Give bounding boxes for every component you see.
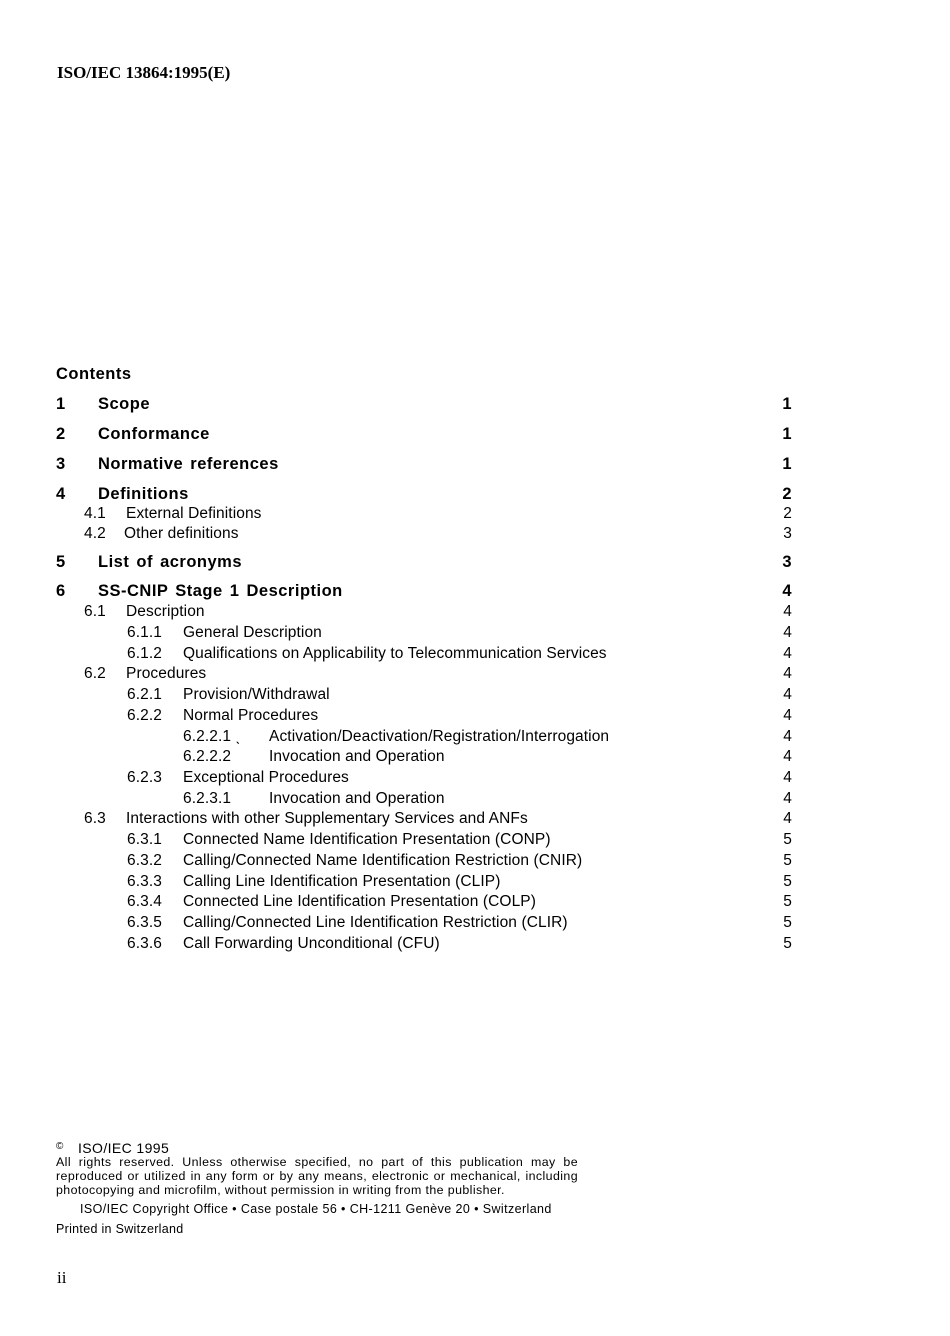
toc-entry-title: Activation/Deactivation/Registration/Interrogation [269, 728, 610, 745]
toc-entry-1 [0, 394, 950, 414]
toc-entry-title: Other definitions [124, 525, 239, 542]
document-id-header: ISO/IEC 13864:1995(E) [57, 63, 231, 82]
contents-heading: Contents [56, 365, 132, 383]
toc-entry-title: Description [126, 603, 205, 620]
toc-entry-page: 4 [783, 686, 792, 703]
toc-entry-6-3 [0, 809, 950, 829]
toc-entry-6-3-6 [0, 934, 950, 954]
copyright-symbol: © [56, 1141, 64, 1152]
toc-entry-4 [0, 484, 950, 504]
toc-entry-number: 6.2.2.2 [183, 748, 232, 765]
toc-entry-title: Invocation and Operation [269, 790, 445, 807]
toc-entry-page: 2 [782, 485, 792, 503]
toc-entry-number: 6.2.2.1 ˎ [183, 728, 241, 745]
toc-entry-4-2 [0, 524, 950, 544]
toc-entry-number: 4.1 [84, 505, 106, 522]
toc-entry-6-2-3-1 [0, 789, 950, 809]
toc-entry-page: 4 [782, 582, 792, 600]
toc-entry-6-1 [0, 602, 950, 622]
toc-entry-page: 4 [783, 790, 792, 807]
toc-entry-number: 6.3.2 [127, 852, 162, 869]
toc-entry-number: 6.2.1 [127, 686, 162, 703]
toc-entry-page: 5 [783, 935, 792, 952]
toc-entry-number: 3 [56, 455, 66, 473]
toc-entry-number: 6.3.3 [127, 873, 162, 890]
toc-entry-number: 6.2.2 [127, 707, 162, 724]
toc-entry-page: 4 [783, 707, 792, 724]
toc-entry-title: Interactions with other Supplementary Services and ANFs [126, 810, 528, 827]
toc-entry-number: 6.1.1 [127, 624, 162, 641]
toc-entry-6-3-1 [0, 830, 950, 850]
toc-entry-page: 4 [783, 769, 792, 786]
toc-entry-number: 6.2.3.1 [183, 790, 232, 807]
toc-entry-title: Call Forwarding Unconditional (CFU) [183, 935, 440, 952]
toc-entry-number: 6.3.4 [127, 893, 162, 910]
toc-entry-page: 5 [783, 852, 792, 869]
toc-entry-title: Calling/Connected Name Identification Restriction (CNIR) [183, 852, 583, 869]
toc-entry-title: Calling/Connected Line Identification Restriction (CLIR) [183, 914, 568, 931]
page-number: ii [57, 1268, 67, 1287]
toc-entry-page: 5 [783, 914, 792, 931]
toc-entry-title: Provision/Withdrawal [183, 686, 330, 703]
toc-entry-6-2 [0, 664, 950, 684]
toc-entry-6-2-2 [0, 706, 950, 726]
toc-entry-page: 5 [783, 873, 792, 890]
toc-entry-6 [0, 581, 950, 601]
toc-entry-number: 6.1 [84, 603, 106, 620]
toc-entry-6-3-4 [0, 892, 950, 912]
toc-entry-title: General Description [183, 624, 322, 641]
toc-entry-number: 6.3.5 [127, 914, 162, 931]
toc-entry-6-1-2 [0, 644, 950, 664]
toc-entry-page: 2 [783, 505, 792, 522]
toc-entry-page: 4 [783, 624, 792, 641]
toc-entry-title: Calling Line Identification Presentation (CLIP) [183, 873, 501, 890]
toc-entry-number: 4 [56, 485, 66, 503]
toc-entry-6-2-2-2 [0, 747, 950, 767]
copyright-office-address: ISO/IEC Copyright Office • Case postale 56 • CH-1211 Genève 20 • Switzerland [80, 1202, 552, 1216]
toc-entry-2 [0, 424, 950, 444]
toc-entry-page: 4 [783, 645, 792, 662]
toc-entry-page: 4 [783, 603, 792, 620]
toc-entry-6-3-3 [0, 872, 950, 892]
toc-entry-number: 6.3.6 [127, 935, 162, 952]
toc-entry-title: List of acronyms [98, 553, 243, 571]
copyright-holder: ISO/IEC 1995 [78, 1140, 170, 1156]
toc-entry-number: 1 [56, 395, 66, 413]
toc-entry-number: 6.3.1 [127, 831, 162, 848]
toc-entry-page: 1 [782, 395, 792, 413]
toc-entry-page: 1 [782, 425, 792, 443]
toc-entry-title: Connected Name Identification Presentation (CONP) [183, 831, 551, 848]
toc-entry-6-1-1 [0, 623, 950, 643]
toc-entry-number: 6.2.3 [127, 769, 162, 786]
toc-entry-6-3-5 [0, 913, 950, 933]
toc-entry-5 [0, 552, 950, 572]
toc-entry-page: 4 [783, 810, 792, 827]
toc-entry-number: 6.1.2 [127, 645, 162, 662]
toc-entry-page: 1 [782, 455, 792, 473]
toc-entry-page: 5 [783, 893, 792, 910]
toc-entry-6-2-1 [0, 685, 950, 705]
toc-entry-number: 5 [56, 553, 66, 571]
toc-entry-title: Procedures [126, 665, 207, 682]
rights-notice-line: photocopying and microfilm, without permission in writing from the publisher. [56, 1183, 505, 1197]
toc-entry-title: Normative references [98, 455, 279, 473]
toc-entry-title: Normal Procedures [183, 707, 319, 724]
toc-entry-6-2-3 [0, 768, 950, 788]
toc-entry-number: 2 [56, 425, 66, 443]
toc-entry-page: 3 [782, 553, 792, 571]
toc-entry-title: Qualifications on Applicability to Telecommunication Services [183, 645, 607, 662]
toc-entry-title: Invocation and Operation [269, 748, 445, 765]
toc-entry-number: 6 [56, 582, 66, 600]
toc-entry-page: 4 [783, 665, 792, 682]
toc-entry-page: 3 [783, 525, 792, 542]
toc-entry-page: 4 [783, 748, 792, 765]
toc-entry-6-3-2 [0, 851, 950, 871]
toc-entry-3 [0, 454, 950, 474]
toc-entry-title: Definitions [98, 485, 189, 503]
toc-entry-title: Connected Line Identification Presentation (COLP) [183, 893, 536, 910]
rights-notice-line: All rights reserved. Unless otherwise specified, no part of this publication may be [56, 1155, 578, 1169]
toc-entry-number: 4.2 [84, 525, 106, 542]
toc-entry-number: 6.3 [84, 810, 106, 827]
toc-entry-title: Scope [98, 395, 151, 413]
toc-entry-4-1 [0, 504, 950, 524]
toc-entry-6-2-2-1 [0, 727, 950, 747]
printed-in-notice: Printed in Switzerland [56, 1222, 184, 1236]
toc-entry-page: 4 [783, 728, 792, 745]
rights-notice-line: reproduced or utilized in any form or by any means, electronic or mechanical, including [56, 1169, 578, 1183]
toc-entry-title: External Definitions [126, 505, 262, 522]
toc-entry-title: Conformance [98, 425, 210, 443]
toc-entry-number: 6.2 [84, 665, 106, 682]
toc-entry-page: 5 [783, 831, 792, 848]
toc-entry-title: SS-CNIP Stage 1 Description [98, 582, 343, 600]
toc-entry-title: Exceptional Procedures [183, 769, 349, 786]
